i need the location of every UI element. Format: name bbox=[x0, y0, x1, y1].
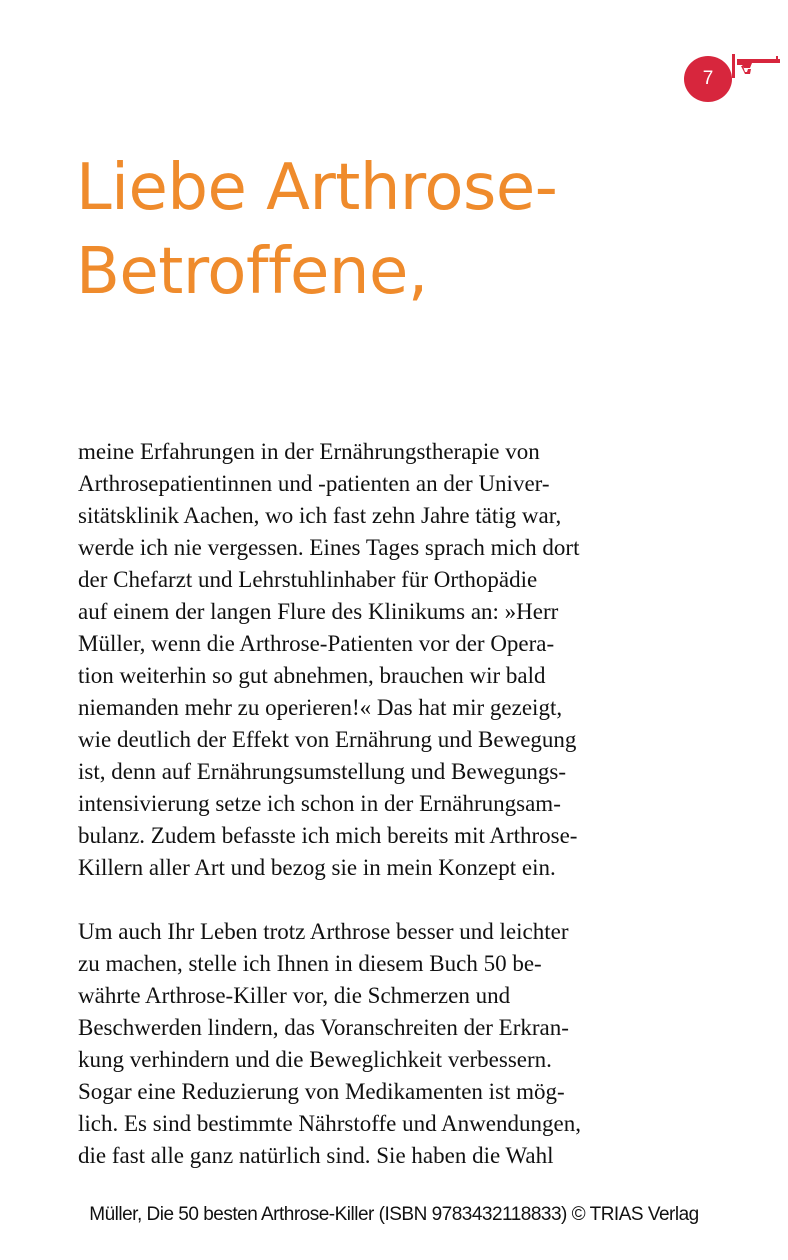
text-line: zu machen, stelle ich Ihnen in diesem Buch 50 be- bbox=[78, 951, 542, 976]
text-line: sitätsklinik Aachen, wo ich fast zehn Jahre tätig war, bbox=[78, 503, 562, 528]
text-line: Arthrosepatientinnen und -patienten an der Univer- bbox=[78, 471, 550, 496]
text-line: bulanz. Zudem befasste ich mich bereits mit Arthrose- bbox=[78, 823, 578, 848]
text-line: wie deutlich der Effekt von Ernährung und Bewegung bbox=[78, 727, 577, 752]
text-line: intensivierung setze ich schon in der Ernährungsam- bbox=[78, 791, 561, 816]
text-line: ist, denn auf Ernährungsumstellung und Bewegungs- bbox=[78, 759, 567, 784]
text-line: meine Erfahrungen in der Ernährungstherapie von bbox=[78, 439, 540, 464]
text-line: währte Arthrose-Killer vor, die Schmerzen und bbox=[78, 983, 511, 1008]
text-line: Killern aller Art und bezog sie in mein Konzept ein. bbox=[78, 855, 556, 880]
text-line: niemanden mehr zu operieren!« Das hat mir gezeigt, bbox=[78, 695, 563, 720]
text-line: die fast alle ganz natürlich sind. Sie haben die Wahl bbox=[78, 1143, 554, 1168]
page-number: 7 bbox=[684, 56, 732, 102]
paragraph-1 bbox=[78, 436, 688, 884]
title-line: Betroffene, bbox=[76, 235, 428, 309]
body-text bbox=[78, 436, 688, 1204]
text-line: der Chefarzt und Lehrstuhlinhaber für Orthopädie bbox=[78, 567, 538, 592]
paragraph-2 bbox=[78, 916, 688, 1172]
text-line: kung verhindern und die Beweglichkeit verbessern. bbox=[78, 1047, 552, 1072]
text-line: Müller, wenn die Arthrose-Patienten vor der Opera- bbox=[78, 631, 555, 656]
text-line: tion weiterhin so gut abnehmen, brauchen wir bald bbox=[78, 663, 546, 688]
text-line: lich. Es sind bestimmte Nährstoffe und Anwendungen, bbox=[78, 1111, 581, 1136]
text-line: auf einem der langen Flure des Klinikums an: »Herr bbox=[78, 599, 559, 624]
page-number-badge bbox=[684, 56, 732, 102]
title-line: Liebe Arthrose- bbox=[76, 151, 558, 225]
gun-icon bbox=[732, 54, 780, 80]
page-title bbox=[76, 146, 557, 314]
text-line: Sogar eine Reduzierung von Medikamenten ist mög- bbox=[78, 1079, 565, 1104]
text-line: Beschwerden lindern, das Voranschreiten der Erkran- bbox=[78, 1015, 569, 1040]
text-line: werde ich nie vergessen. Eines Tages sprach mich dort bbox=[78, 535, 580, 560]
copyright-footer: Müller, Die 50 besten Arthrose-Killer (ISBN 9783432118833) © TRIAS Verlag bbox=[89, 1204, 699, 1225]
text-line: Um auch Ihr Leben trotz Arthrose besser und leichter bbox=[78, 919, 569, 944]
